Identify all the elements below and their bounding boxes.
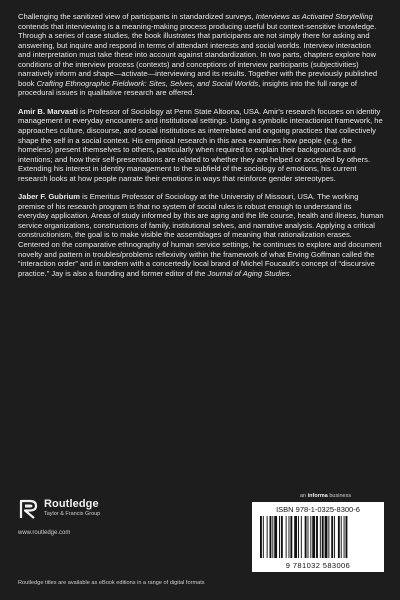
barcode-bar xyxy=(263,516,264,558)
barcode-bar xyxy=(322,516,324,558)
barcode-bar xyxy=(334,516,335,558)
back-cover-text xyxy=(18,12,384,287)
journal-title: Journal of Aging Studies xyxy=(207,268,290,278)
barcode-bar xyxy=(286,516,287,558)
barcode-bar xyxy=(281,516,283,558)
related-book-title: Crafting Ethnographic Fieldwork: Sites, Selves, and Social Worlds xyxy=(36,78,259,88)
publisher-logo xyxy=(18,498,138,540)
barcode-bar xyxy=(289,516,290,558)
isbn-label: ISBN 978-1-0325-8300-6 xyxy=(276,505,360,514)
publisher-name: Routledge xyxy=(44,498,99,510)
barcode-bar xyxy=(274,516,277,558)
barcode-bar xyxy=(316,516,318,558)
barcode-bar xyxy=(267,516,268,558)
routledge-r-icon xyxy=(18,498,40,520)
book-title: Interviews as Activated Storytelling xyxy=(255,12,373,21)
barcode-bar xyxy=(346,516,348,558)
barcode-bar xyxy=(294,516,297,558)
barcode-bar xyxy=(305,516,307,558)
informa-business-note: an informa business xyxy=(300,493,352,499)
barcode-bar xyxy=(260,516,262,558)
barcode-bar xyxy=(312,516,315,558)
barcode-bar xyxy=(344,516,345,558)
barcode-bar xyxy=(320,516,321,558)
barcode-bar xyxy=(272,516,273,558)
barcode-bar xyxy=(331,516,333,558)
barcode-bar xyxy=(301,516,302,558)
ebook-note: Routledge titles are available as eBook editions in a range of digital formats xyxy=(18,580,205,586)
author-name: Amir B. Marvasti xyxy=(18,106,78,116)
barcode-bar xyxy=(341,516,342,558)
publisher-url: www.routledge.com xyxy=(18,530,71,536)
author-name: Jaber F. Gubrium xyxy=(18,192,81,202)
barcode-bars xyxy=(258,516,378,558)
publisher-group: Taylor & Francis Group xyxy=(44,511,101,517)
barcode-bar xyxy=(308,516,309,558)
barcode-bar xyxy=(290,516,292,558)
author-bio-marvasti: Amir B. Marvasti is Professor of Sociology at Penn State Altoona, USA. Amir's research focuses on identity management in everyday encounters and institutional settings. Using a symbolic interactionist framework, he approaches culture, discourse, and social institutions as interrelated and ongoing practices that collectively shape the self in a social context. His empirical research in this area examines how people (e.g. the homeless) present themselves to others, particularly when required to explain their backgrounds and intentions; and how their self-presentations are related to whether they are helped or accepted by others. Extending his interest in identity management to the subfield of the sociology of emotions, his current research looks at how people narrate their emotions in ways that reinforce gender stereotypes. xyxy=(18,106,383,183)
barcode-bar xyxy=(325,516,328,558)
barcode-bar xyxy=(338,516,340,558)
barcode-bar xyxy=(279,516,280,558)
barcode-bar xyxy=(310,516,311,558)
barcode-bar xyxy=(298,516,299,558)
author-bio-gubrium: Jaber F. Gubrium is Emeritus Professor of Sociology at the University of Missouri, USA. The working premise of his research program is that no system of social rules is robust enough to understand its everyday application. Areas of study informed by this are aging and the life course, health and illness, human service organizations, constructions of family, institutional selves, and narrative analysis. Applying a critical constructionism, the goal is to make visible the assemblages of meaning that rationalization erases. Centered on the comparative ethnography of human service settings, he continues to explore and document novelty and pattern in troubles/problems reflexivity within the framework of what Erving Goffman called the “interaction order” and in tandem with a concertedly local brand of Michel Foucault's concept of “discursive practice.” Jay is also a founding and former editor of the Journal of Aging Studies. xyxy=(18,192,384,278)
book-description: Challenging the sanitized view of participants in standardized surveys, Interviews as Activated Storytelling contends that interviewing is a meaning-making process producing useful but context-sensitive knowledge. Through a series of case studies, the book illustrates that participants are not simply there for asking and answering, but inquire and respond in terms of attendant interests and social worlds. Interview interaction and interpretation must take these into account against standardization. In two parts, chapters explore how conditions of the interview process (contexts) and conceptions of interview participants (subjectivities) narratively inform and shape—activate—interviewing and its results. Together with the previously published book Crafting Ethnographic Fieldwork: Sites, Selves, and Social Worlds, insights into the full range of procedural issues in qualitative research are offered. xyxy=(18,12,378,98)
barcode-digits: 9 781032 583006 xyxy=(285,561,351,570)
barcode-bar xyxy=(328,516,329,558)
barcode-bar xyxy=(270,516,272,558)
isbn-barcode xyxy=(252,502,384,572)
